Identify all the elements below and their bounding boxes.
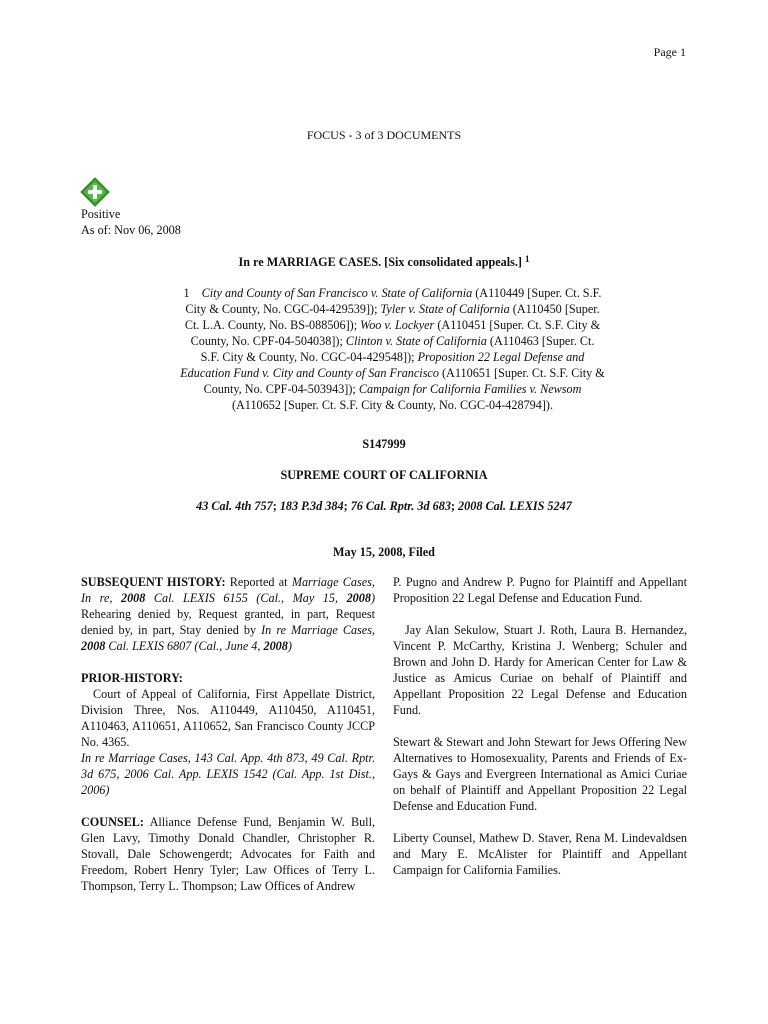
counsel-text: Alliance Defense Fund, Benjamin W. Bull, Glen Lavy, Timothy Donald Chandler, Christopher R. Stovall, Dale Schowengerdt; Advocates for Faith and Freedom, Robert Henry Tyler; Law Offices of Terry L. Thompson, Terry L. Thompson; Law Offices of Andrew [81,815,375,893]
prior-history-text: Court of Appeal of California, First Appellate District, Division Three, Nos. A110449, A110450, A110451, A110463, A110651, A110652, San Francisco County JCCP No. 4365. [81,687,375,749]
prior-history-case-link[interactable]: In re Marriage Cases, 143 Cal. App. 4th 873, 49 Cal. Rptr. 3d 675, 2006 Cal. App. LEXIS 1542 (Cal. App. 1st Dist., 2006) [81,751,375,797]
left-column [81,574,375,910]
counsel-paragraph: Jay Alan Sekulow, Stuart J. Roth, Laura B. Hernandez, Vincent P. McCarthy, Kristina J. Wenberg; Schuler and Brown and John D. Hardy for American Center for Law & Justice as Amicus Curiae on behalf of Plaintiff and Appellant Proposition 22 Legal Defense and Education Fund. [393,623,687,717]
positive-signal-icon [80,177,110,207]
link-text: ) [370,591,375,605]
footnote-text-4: (A110463 [Super. Ct. S.F. City & County, No. CGC-04-429548]); [200,334,595,364]
footnote-text-3: (A110451 [Super. Ct. S.F. City & County, No. CPF-04-504038]); [190,318,601,348]
link-text: Cal. LEXIS 6807 (Cal., June 4, [105,639,264,653]
footnote-text-1: (A110449 [Super. Ct. S.F. City & County, No. CGC-04-429539]); [185,286,602,316]
as-of-date: As of: Nov 06, 2008 [81,223,181,237]
counsel-paragraph: Liberty Counsel, Mathew D. Staver, Rena M. Lindevaldsen and Mary E. McAlister for Plaintiff and Appellant Campaign for California Families. [393,831,687,877]
footnote-number: 1 [183,286,190,300]
link-year: 2008 [346,591,371,605]
footnote-case-6: Campaign for California Families v. Newsom [358,382,582,396]
court-name: SUPREME COURT OF CALIFORNIA [280,468,488,482]
counsel-heading: COUNSEL: [81,815,144,829]
footnote-text-6: (A110652 [Super. Ct. S.F. City & County, No. CGC-04-428794]). [231,398,554,412]
citation-link[interactable]: 183 P.3d 384 [279,499,344,513]
counsel-paragraph: P. Pugno and Andrew P. Pugno for Plaintiff and Appellant Proposition 22 Legal Defense and Education Fund. [393,575,687,605]
citation-separator: ; [272,499,280,513]
link-text: Marriage Cases, In re, [81,575,375,605]
citation-link[interactable]: 43 Cal. 4th 757 [196,499,273,513]
filed-date: May 15, 2008, Filed [333,545,435,559]
citation-separator: ; [450,499,459,513]
prior-history [81,670,375,798]
status-block [81,206,181,238]
counsel [81,814,375,894]
right-column [393,574,687,894]
link-text: In re Marriage Cases, [261,623,375,637]
footnote-case-3: Woo v. Lockyer [360,318,435,332]
subsequent-history [81,574,375,654]
page-number: Page 1 [653,45,686,59]
footnote-text-5: (A110651 [Super. Ct. S.F. City & County, No. CPF-04-503943]); [203,366,605,396]
citations [0,498,768,514]
footnote-case-2: Tyler v. State of California [380,302,510,316]
link-year: 2008 [263,639,288,653]
focus-document-count: FOCUS - 3 of 3 DOCUMENTS [306,128,462,142]
case-title-text: In re MARRIAGE CASES. [Six consolidated appeals.] [238,255,522,269]
subsequent-text: Reported at [225,575,292,589]
footnote-text-2: (A110450 [Super. Ct. L.A. County, No. BS-088506]); [184,302,600,332]
link-text: ) [287,639,292,653]
footnote-case-4: Clinton v. State of California [345,334,487,348]
citation-separator: ; [343,499,351,513]
link-text: Cal. LEXIS 6155 (Cal., May 15, [145,591,347,605]
subsequent-history-heading: SUBSEQUENT HISTORY: [81,575,226,589]
status-label: Positive [81,207,121,221]
prior-history-heading: PRIOR-HISTORY: [81,671,183,685]
link-year: 2008 [120,591,146,605]
link-year: 2008 [81,639,106,653]
citation-link[interactable]: 76 Cal. Rptr. 3d 683 [350,499,451,513]
citation-link[interactable]: 2008 Cal. LEXIS 5247 [458,499,572,513]
counsel-paragraph: Stewart & Stewart and John Stewart for Jews Offering New Alternatives to Homosexuality, Parents and Friends of Ex-Gays & Gays and Evergreen International as Amici Curiae on behalf of Plaintiff and Appellant Proposition 22 Legal Defense and Education Fund. [393,735,687,813]
footnote-case-1: City and County of San Francisco v. State of California [201,286,473,300]
case-title [0,251,768,270]
footnote-case-5: Proposition 22 Legal Defense and Education Fund v. City and County of San Francisco [180,350,585,380]
footnote-ref-link[interactable]: 1 [525,254,530,264]
docket-number: S147999 [362,437,406,451]
footnote [180,285,605,413]
subsequent-text: Rehearing denied by, Request granted, in part, Request denied by, in part, Stay denied by [81,607,375,637]
